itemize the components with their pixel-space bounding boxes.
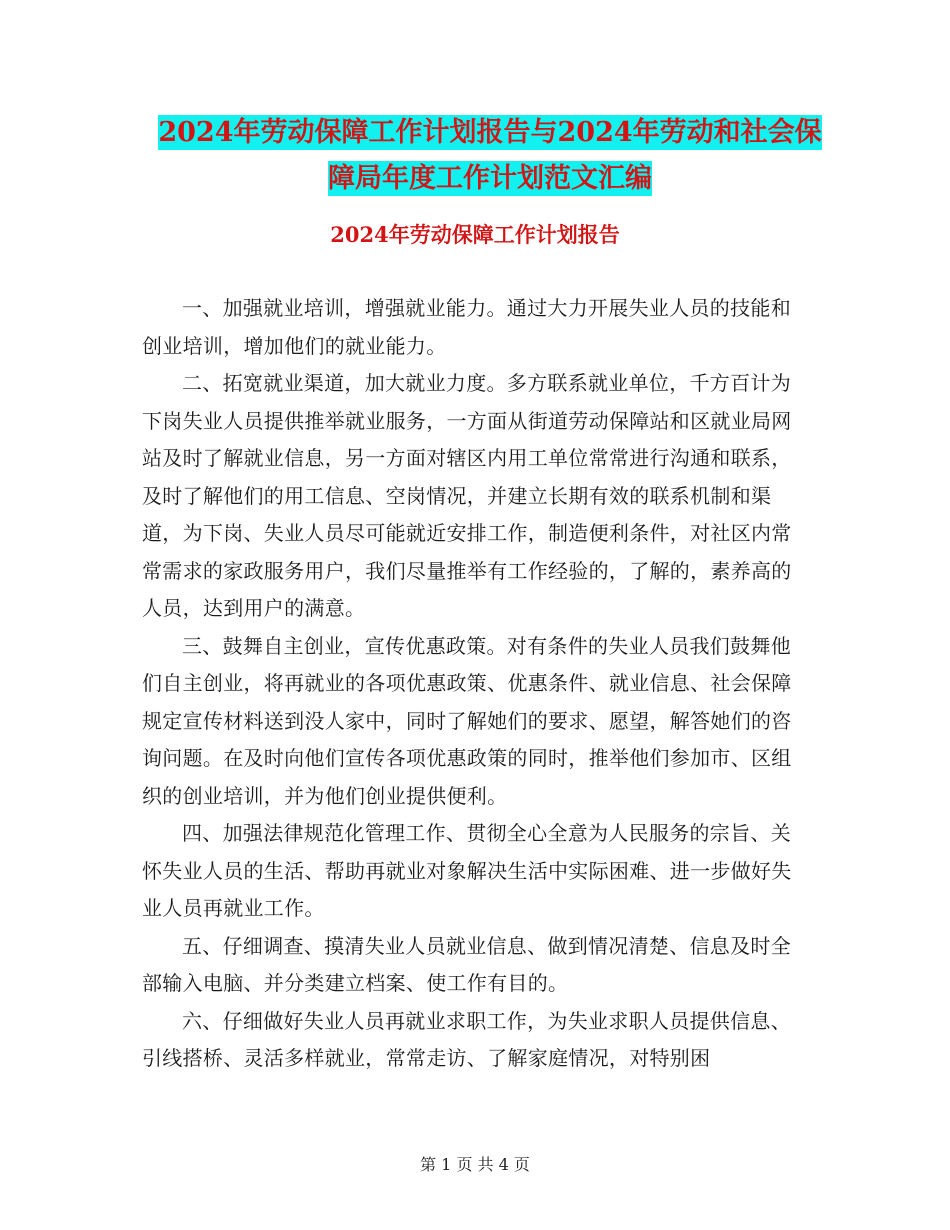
section-title: 2024年劳动保障工作计划报告	[330, 222, 620, 247]
document-title	[140, 110, 840, 202]
document-body	[142, 290, 810, 1078]
paragraph-5: 五、仔细调查、摸清失业人员就业信息、做到情况清楚、信息及时全部输入电脑、并分类建立档案、使工作有目的。	[142, 933, 791, 995]
paragraph-2: 二、拓宽就业渠道，加大就业力度。多方联系就业单位，千方百计为下岗失业人员提供推举就业服务，一方面从街道劳动保障站和区就业局网站及时了解就业信息，另一方面对辖区内用工单位常常进行沟通和联系，及时了解他们的用工信息、空岗情况，并建立长期有效的联系机制和渠道，为下岗、失业人员尽可能就近安排工作，制造便利条件，对社区内常常需求的家政服务用户，我们尽量推举有工作经验的，了解的，素养高的人员，达到用户的满意。	[142, 371, 792, 620]
paragraph-1: 一、加强就业培训，增强就业能力。通过大力开展失业人员的技能和创业培训，增加他们的就业能力。	[142, 296, 791, 358]
document-title-line2: 障局年度工作计划范文汇编	[328, 163, 652, 194]
paragraph-6: 六、仔细做好失业人员再就业求职工作，为失业求职人员提供信息、引线搭桥、灵活多样就业，常常走访、了解家庭情况，对特别困	[142, 1008, 791, 1070]
page-footer: 第 1 页 共 4 页	[420, 1155, 530, 1174]
paragraph-3: 三、鼓舞自主创业，宣传优惠政策。对有条件的失业人员我们鼓舞他们自主创业，将再就业的各项优惠政策、优惠条件、就业信息、社会保障规定宣传材料送到没人家中，同时了解她们的要求、愿望，解答她们的咨询问题。在及时向他们宣传各项优惠政策的同时，推举他们参加市、区组织的创业培训，并为他们创业提供便利。	[142, 633, 792, 808]
document-title-line1: 2024年劳动保障工作计划报告与2024年劳动和社会保	[158, 117, 822, 148]
paragraph-4: 四、加强法律规范化管理工作、贯彻全心全意为人民服务的宗旨、关怀失业人员的生活、帮助再就业对象解决生活中实际困难、进一步做好失业人员再就业工作。	[142, 821, 792, 920]
